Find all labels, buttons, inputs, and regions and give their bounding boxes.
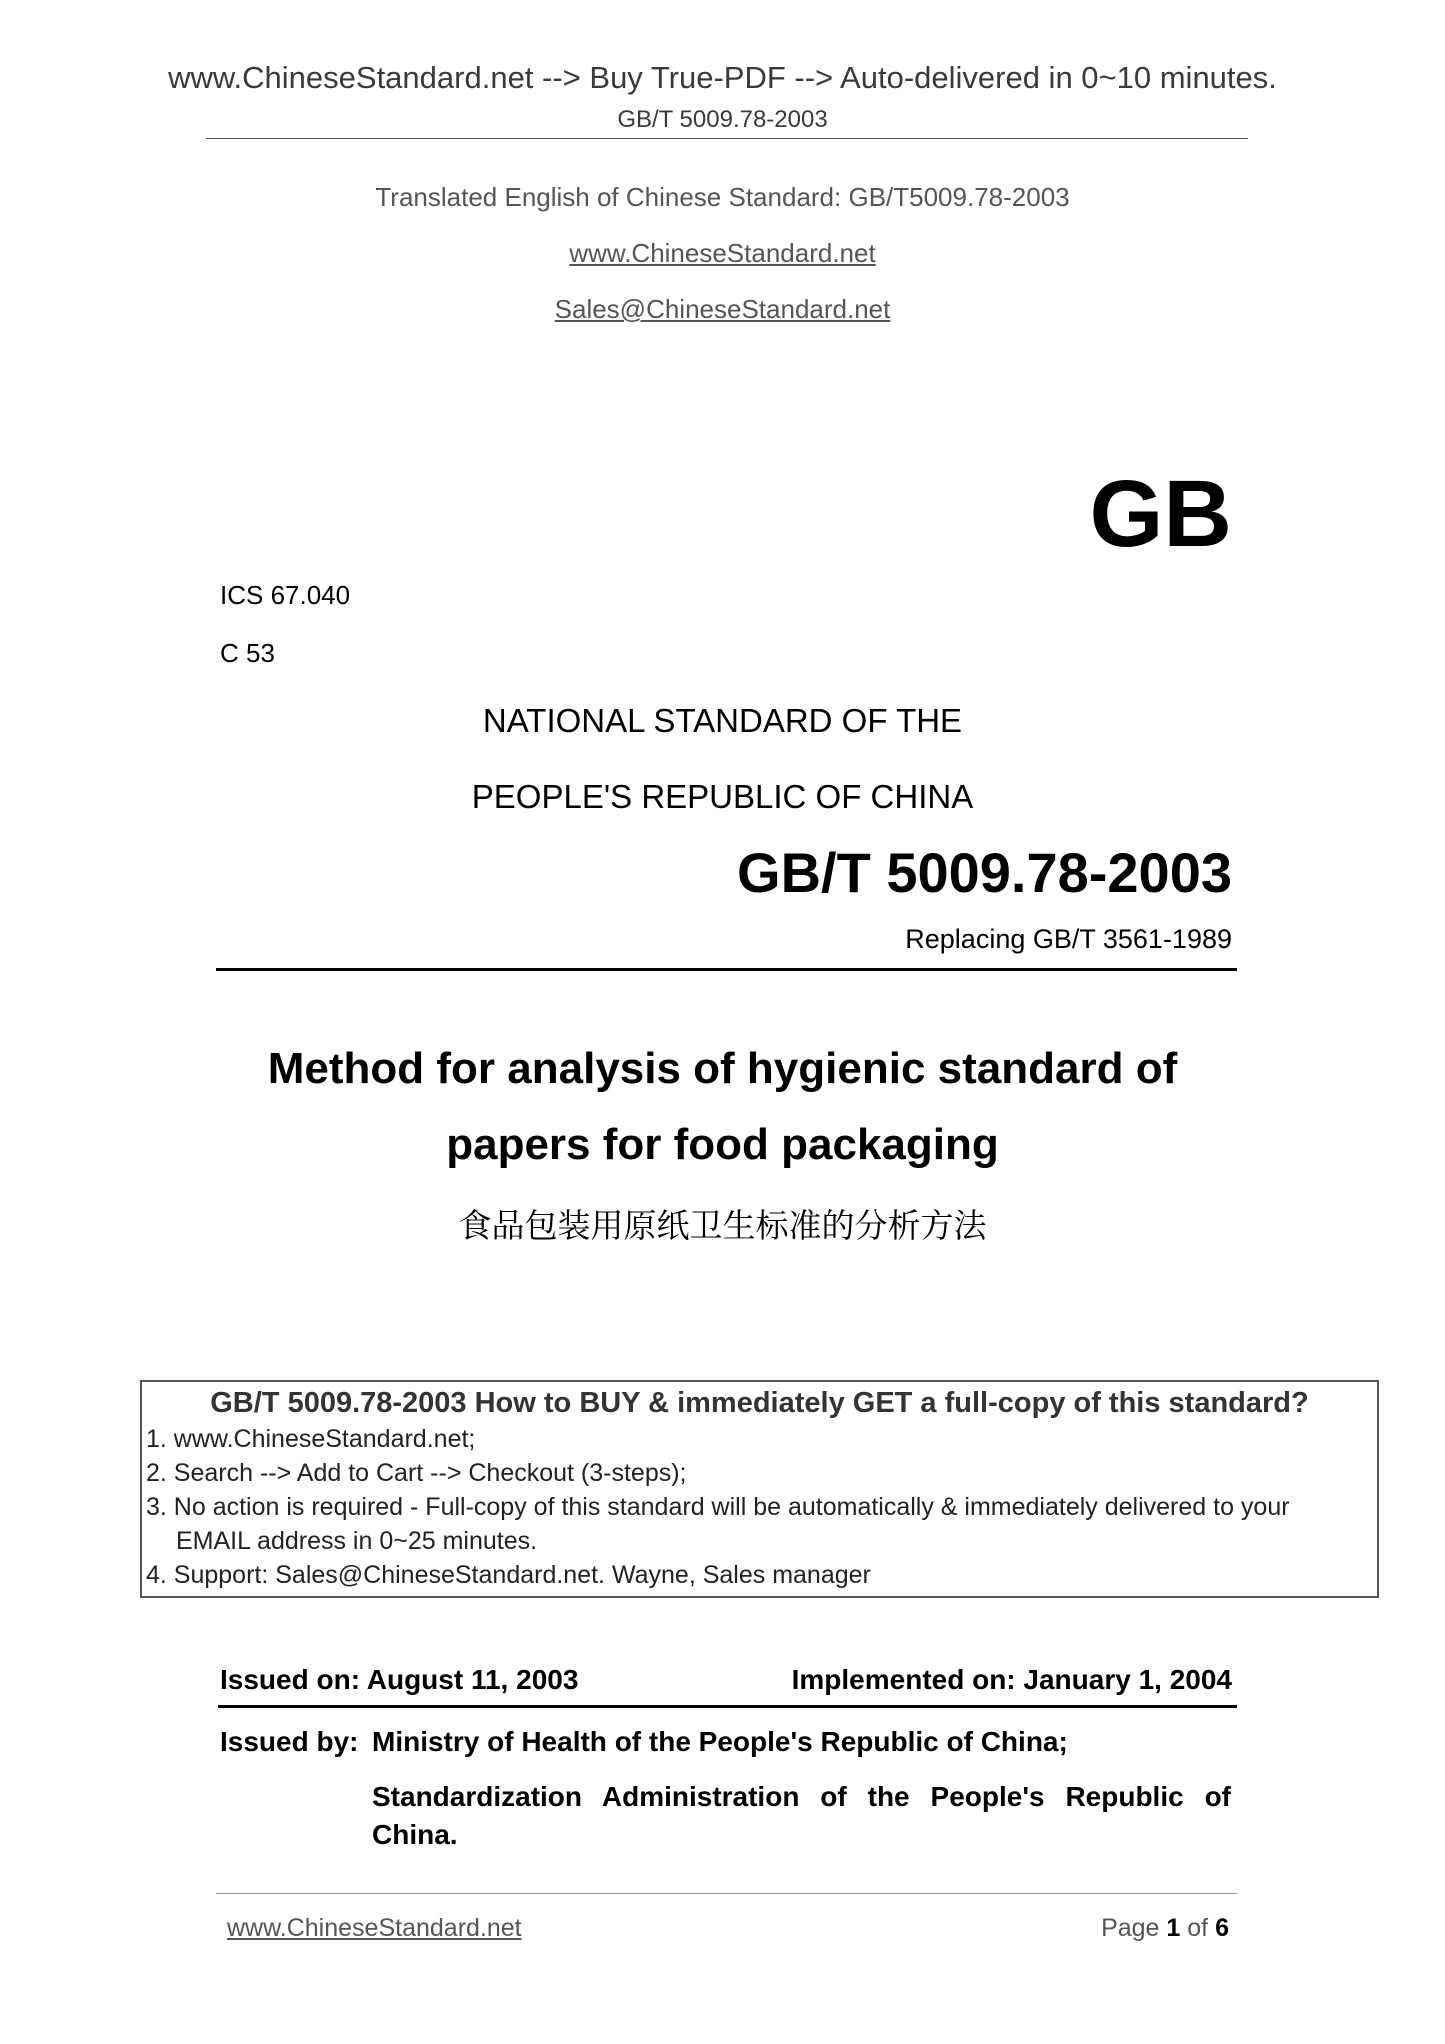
ics-code: ICS 67.040 — [220, 580, 351, 610]
header-divider — [206, 138, 1248, 139]
page-indicator — [1101, 1914, 1229, 1943]
document-title-line2: papers for food packaging — [446, 1120, 999, 1169]
page-current: 1 — [1166, 1914, 1181, 1942]
footer-website-link[interactable]: www.ChineseStandard.net — [227, 1914, 522, 1942]
buy-steps-list — [146, 1422, 1369, 1592]
sales-email-link[interactable]: Sales@ChineseStandard.net — [554, 294, 891, 324]
gb-mark: GB — [1089, 461, 1232, 567]
replacing-note: Replacing GB/T 3561-1989 — [905, 924, 1232, 954]
sales-email-wrap — [0, 294, 1445, 325]
issued-on-date: Issued on: August 11, 2003 — [220, 1664, 579, 1695]
national-standard-line1: NATIONAL STANDARD OF THE — [482, 702, 963, 739]
implemented-on-date: Implemented on: January 1, 2004 — [791, 1664, 1232, 1695]
document-title-chinese: 食品包装用原纸卫生标准的分析方法 — [458, 1207, 987, 1244]
website-link[interactable]: www.ChineseStandard.net — [569, 238, 876, 268]
title-divider — [216, 968, 1237, 971]
buy-heading: GB/T 5009.78-2003 How to BUY & immediately GET a full-copy of this standard? — [210, 1387, 1309, 1419]
translation-notice: Translated English of Chinese Standard: GB/T5009.78-2003 — [375, 182, 1070, 212]
dates-divider — [218, 1705, 1237, 1708]
footer-divider — [216, 1893, 1237, 1894]
issuer-sac: Standardization Administration of the People's Republic of China. — [372, 1781, 1231, 1850]
ccs-code: C 53 — [220, 638, 275, 668]
buy-instructions-box — [140, 1380, 1379, 1598]
page-total: 6 — [1215, 1914, 1229, 1942]
buy-step: 1. www.ChineseStandard.net; — [146, 1425, 476, 1453]
page-prefix: Page — [1101, 1914, 1160, 1942]
standard-code: GB/T 5009.78-2003 — [737, 841, 1232, 904]
header-banner: www.ChineseStandard.net --> Buy True-PDF --> Auto-delivered in 0~10 minutes. — [168, 60, 1277, 95]
header-standard-code: GB/T 5009.78-2003 — [617, 106, 828, 133]
buy-step: 2. Search --> Add to Cart --> Checkout (3-steps); — [146, 1459, 687, 1487]
issuer-ministry: Ministry of Health of the People's Republic of China; — [372, 1726, 1068, 1757]
issued-by-label: Issued by: — [220, 1726, 359, 1757]
page-of: of — [1187, 1914, 1209, 1942]
website-link-wrap — [0, 238, 1445, 269]
buy-step: 4. Support: Sales@ChineseStandard.net. Wayne, Sales manager — [146, 1561, 871, 1589]
buy-step: 3. No action is required - Full-copy of this standard will be automatically & immediately delivered to your EMAIL address in 0~25 minutes. — [146, 1493, 1290, 1555]
national-standard-line2: PEOPLE'S REPUBLIC OF CHINA — [471, 778, 974, 815]
document-title-line1: Method for analysis of hygienic standard of — [267, 1044, 1178, 1093]
